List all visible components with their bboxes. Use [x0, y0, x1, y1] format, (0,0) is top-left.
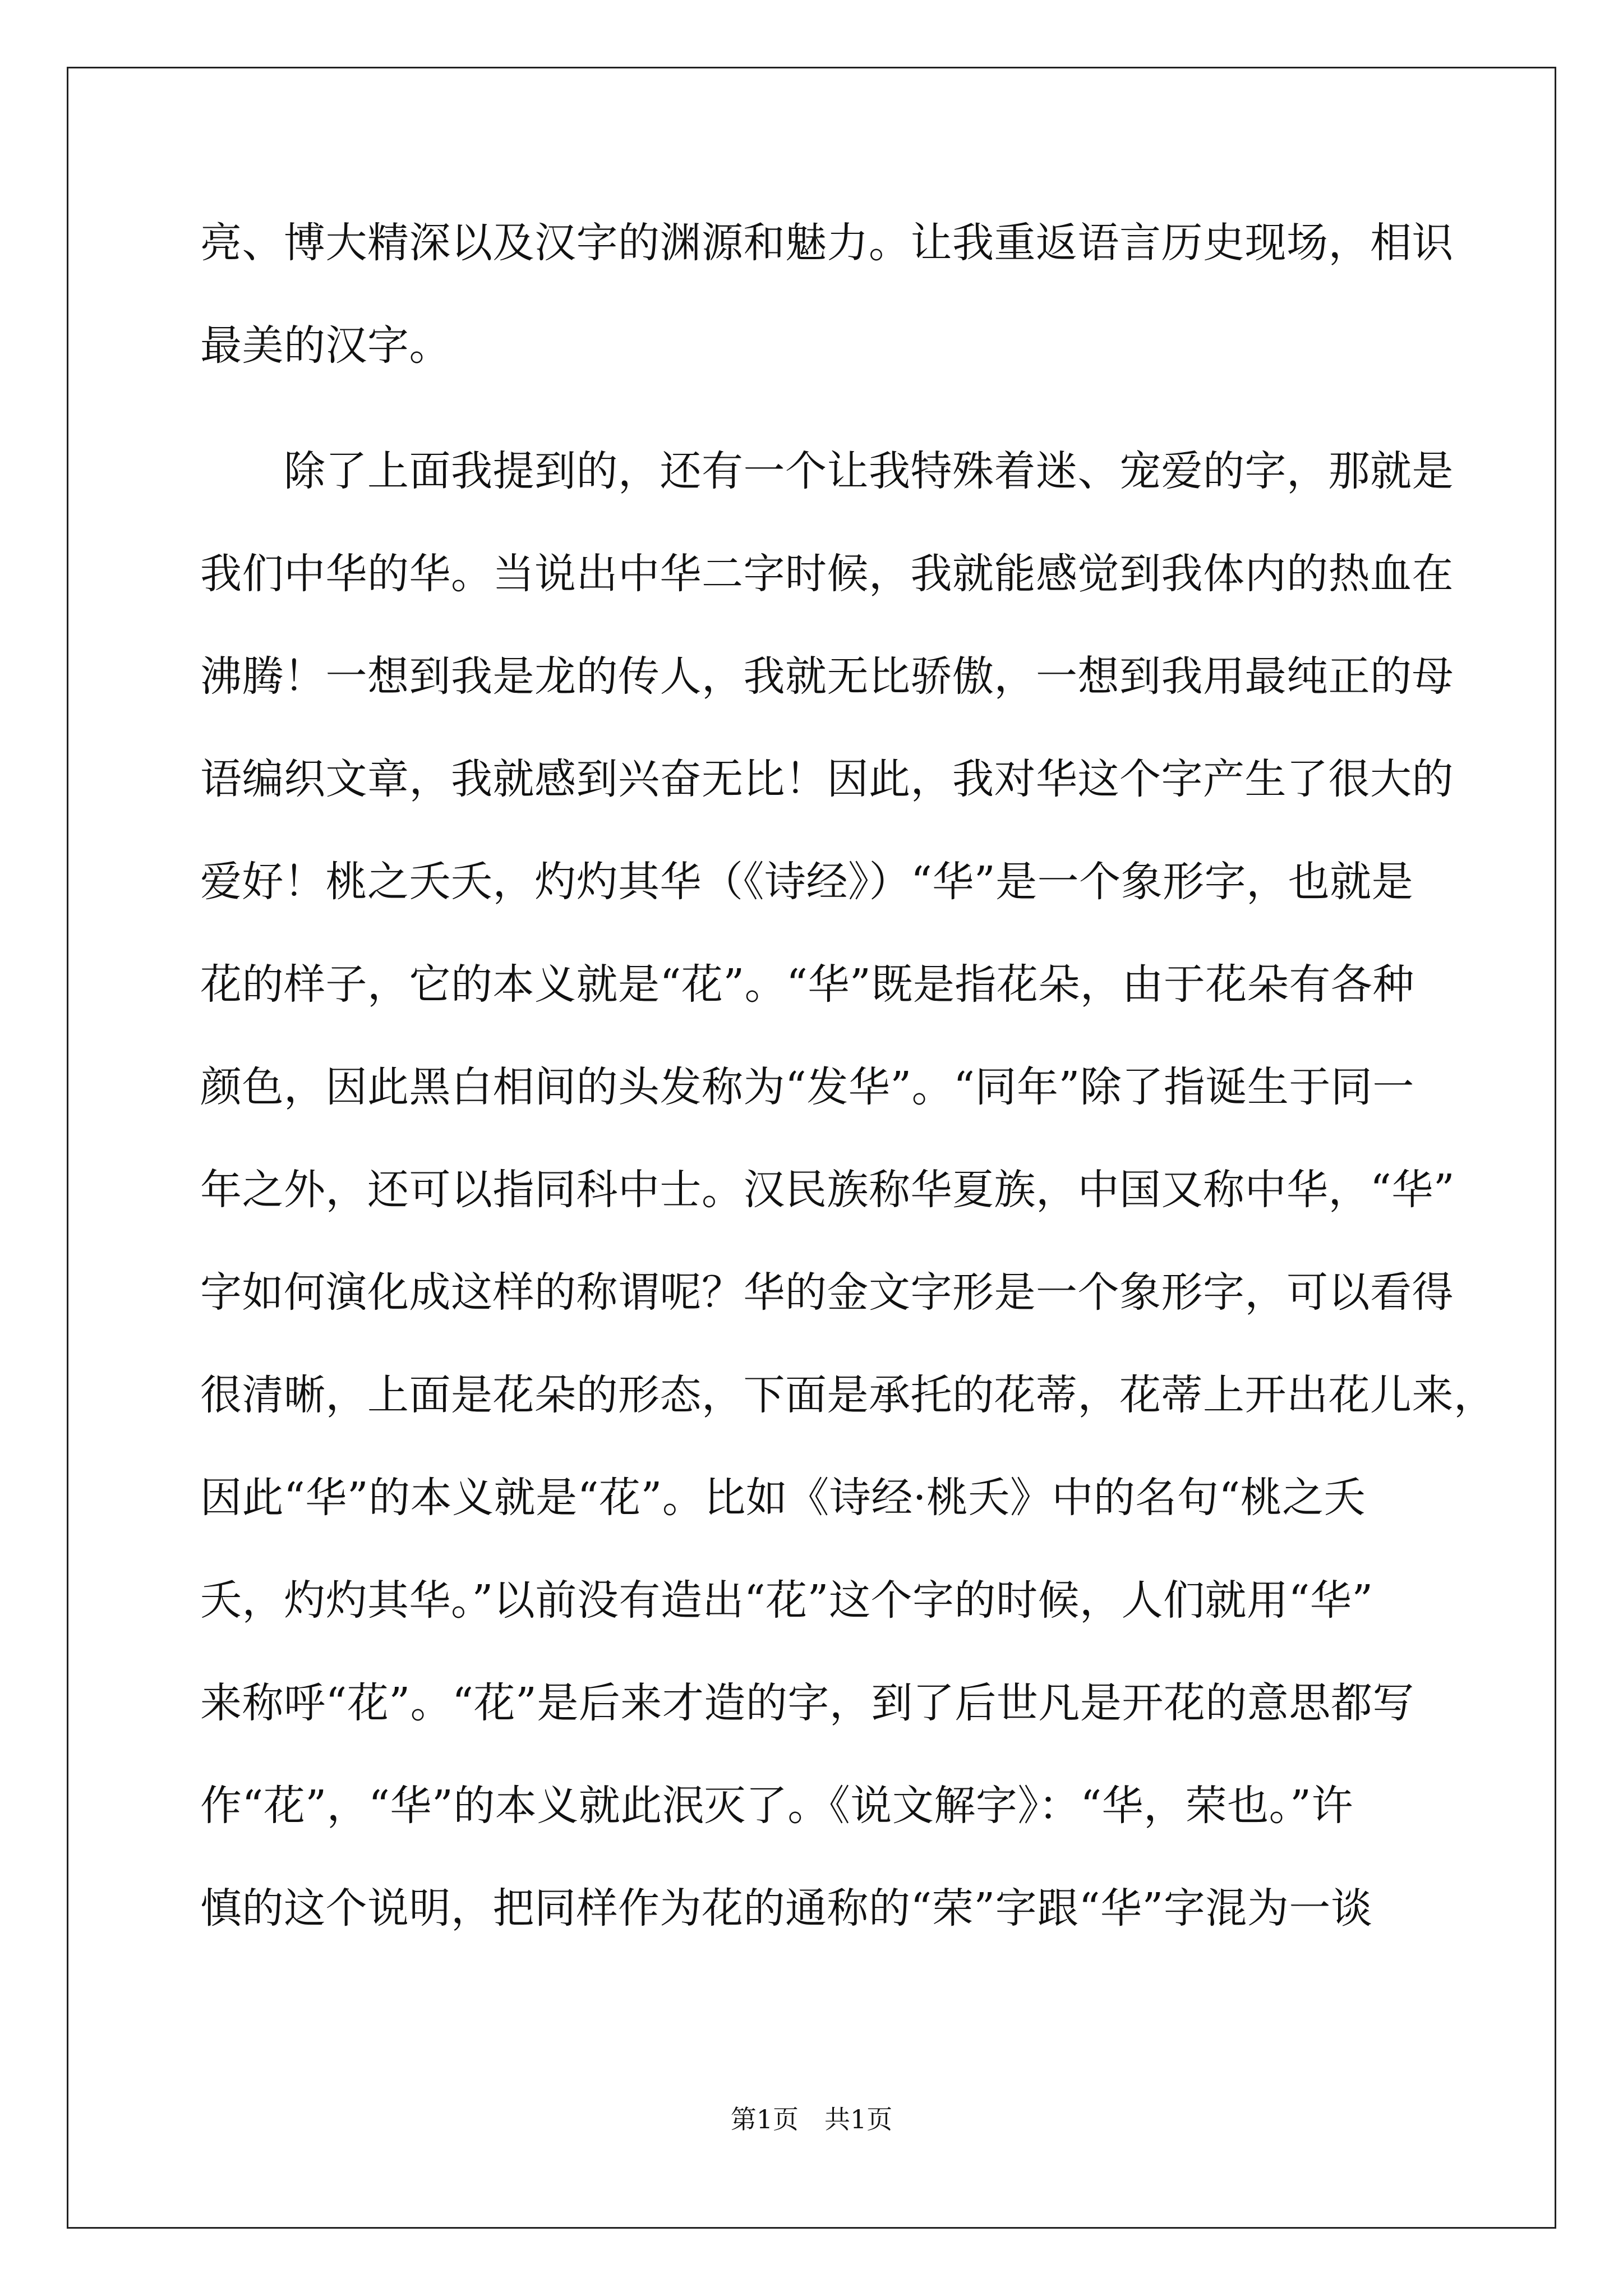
text-line: 很清晰，上面是花朵的形态，下面是承托的花蒂，花蒂上开出花儿来，: [200, 1371, 1496, 1419]
text-line: 花的样子，它的本义就是“花”。“华”既是指花朵，由于花朵有各种: [200, 960, 1414, 1009]
text-line: 字如何演化成这样的称谓呢？华的金文字形是一个象形字，可以看得: [200, 1268, 1454, 1317]
text-line: 年之外，还可以指同科中士。汉民族称华夏族，中国又称中华，“华”: [200, 1166, 1455, 1214]
text-line: 语编织文章，我就感到兴奋无比！因此，我对华这个字产生了很大的: [200, 755, 1454, 803]
text-line: 夭，灼灼其华。”以前没有造出“花”这个字的时候，人们就用“华”: [200, 1576, 1373, 1625]
page-number: 第1页 共1页: [730, 2104, 893, 2134]
text-line: 爱好！桃之夭夭，灼灼其华（《诗经》）“华”是一个象形字，也就是: [200, 858, 1414, 906]
text-line: 作“花”，“华”的本义就此泯灭了。《说文解字》：“华，荣也。”许: [200, 1782, 1353, 1830]
text-line: 除了上面我提到的，还有一个让我特殊着迷、宠爱的字，那就是: [200, 447, 1454, 495]
text-line: 最美的汉字。: [200, 321, 451, 370]
text-line: 我们中华的华。当说出中华二字时候，我就能感觉到我体内的热血在: [200, 550, 1454, 598]
text-line: 颜色，因此黑白相间的头发称为“发华”。“同年”除了指诞生于同一: [200, 1063, 1414, 1111]
text-line: 因此“华”的本义就是“花”。比如《诗经·桃夭》中的名句“桃之夭: [200, 1474, 1366, 1522]
text-line: 来称呼“花”。“花”是后来才造的字，到了后世凡是开花的意思都写: [200, 1679, 1414, 1727]
text-line: 沸腾！一想到我是龙的传人，我就无比骄傲，一想到我用最纯正的母: [200, 652, 1454, 701]
text-line: 亮、博大精深以及汉字的渊源和魅力。让我重返语言历史现场，相识: [200, 219, 1454, 267]
text-line: 慎的这个说明，把同样作为花的通称的“荣”字跟“华”字混为一谈: [200, 1884, 1373, 1932]
